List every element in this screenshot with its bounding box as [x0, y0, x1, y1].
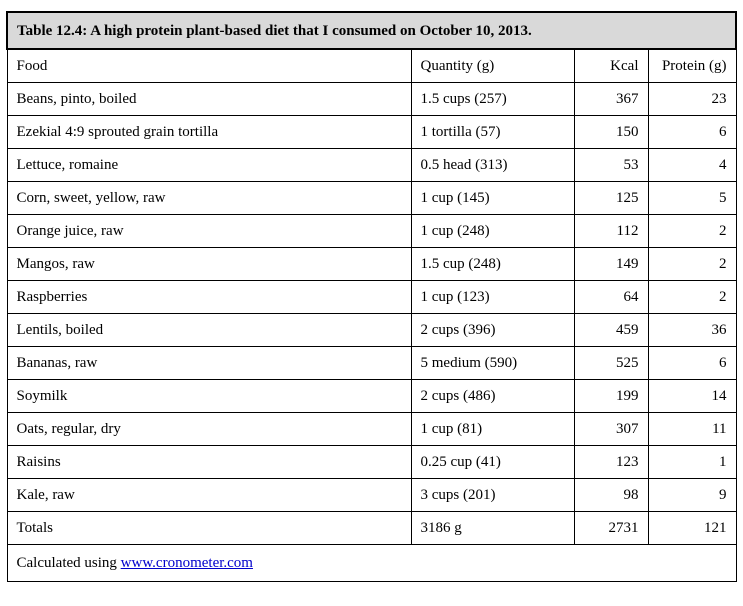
cell-quantity: 1 tortilla (57) [411, 115, 574, 148]
table-row [7, 412, 736, 445]
table-row [7, 82, 736, 115]
cell-kcal: 150 [574, 115, 648, 148]
cell-food: Corn, sweet, yellow, raw [7, 181, 411, 214]
header-kcal: Kcal [574, 49, 648, 82]
table-caption: Table 12.4: A high protein plant-based diet that I consumed on October 10, 2013. [7, 12, 736, 49]
footer-row [7, 544, 736, 581]
header-protein: Protein (g) [648, 49, 736, 82]
cell-kcal: 125 [574, 181, 648, 214]
cell-kcal: 123 [574, 445, 648, 478]
cell-food: Ezekial 4:9 sprouted grain tortilla [7, 115, 411, 148]
cell-quantity: 2 cups (486) [411, 379, 574, 412]
cell-quantity: 0.5 head (313) [411, 148, 574, 181]
cell-kcal: 149 [574, 247, 648, 280]
table-row [7, 280, 736, 313]
cell-food: Lentils, boiled [7, 313, 411, 346]
cell-protein: 2 [648, 247, 736, 280]
table-footnote [7, 544, 736, 581]
table-row [7, 445, 736, 478]
cell-quantity: 1 cup (145) [411, 181, 574, 214]
caption-row [7, 12, 736, 49]
table-body [7, 82, 736, 544]
table-row [7, 214, 736, 247]
cell-food: Beans, pinto, boiled [7, 82, 411, 115]
cell-protein: 14 [648, 379, 736, 412]
cell-protein: 2 [648, 214, 736, 247]
cell-quantity: 1 cup (123) [411, 280, 574, 313]
cell-kcal: 53 [574, 148, 648, 181]
cell-protein: 11 [648, 412, 736, 445]
table-row [7, 478, 736, 511]
cell-protein: 23 [648, 82, 736, 115]
table-row [7, 346, 736, 379]
cell-food: Mangos, raw [7, 247, 411, 280]
cronometer-link[interactable]: www.cronometer.com [120, 554, 253, 571]
cell-food: Kale, raw [7, 478, 411, 511]
cell-quantity: 0.25 cup (41) [411, 445, 574, 478]
cell-protein: 1 [648, 445, 736, 478]
cell-protein: 36 [648, 313, 736, 346]
diet-table [6, 11, 737, 582]
cell-protein: 4 [648, 148, 736, 181]
cell-quantity: 3 cups (201) [411, 478, 574, 511]
cell-food: Soymilk [7, 379, 411, 412]
table-row [7, 247, 736, 280]
cell-kcal: 307 [574, 412, 648, 445]
header-row [7, 49, 736, 82]
totals-quantity: 3186 g [411, 511, 574, 544]
cell-food: Oats, regular, dry [7, 412, 411, 445]
cell-kcal: 199 [574, 379, 648, 412]
cell-food: Bananas, raw [7, 346, 411, 379]
cell-food: Orange juice, raw [7, 214, 411, 247]
table-row [7, 115, 736, 148]
header-quantity: Quantity (g) [411, 49, 574, 82]
table-container [6, 11, 735, 582]
cell-quantity: 1 cup (248) [411, 214, 574, 247]
cell-protein: 2 [648, 280, 736, 313]
header-food: Food [7, 49, 411, 82]
totals-row [7, 511, 736, 544]
cell-food: Raspberries [7, 280, 411, 313]
cell-quantity: 1.5 cups (257) [411, 82, 574, 115]
table-row [7, 313, 736, 346]
cell-food: Lettuce, romaine [7, 148, 411, 181]
cell-kcal: 525 [574, 346, 648, 379]
cell-protein: 5 [648, 181, 736, 214]
table-row [7, 181, 736, 214]
cell-quantity: 1.5 cup (248) [411, 247, 574, 280]
cell-quantity: 1 cup (81) [411, 412, 574, 445]
table-row [7, 148, 736, 181]
footnote-prefix: Calculated using [16, 554, 121, 571]
cell-protein: 6 [648, 115, 736, 148]
cell-kcal: 459 [574, 313, 648, 346]
cell-quantity: 5 medium (590) [411, 346, 574, 379]
totals-kcal: 2731 [574, 511, 648, 544]
cell-protein: 6 [648, 346, 736, 379]
cell-kcal: 98 [574, 478, 648, 511]
cell-kcal: 64 [574, 280, 648, 313]
table-row [7, 379, 736, 412]
cell-food: Raisins [7, 445, 411, 478]
cell-protein: 9 [648, 478, 736, 511]
totals-label: Totals [7, 511, 411, 544]
cell-quantity: 2 cups (396) [411, 313, 574, 346]
totals-protein: 121 [648, 511, 736, 544]
cell-kcal: 112 [574, 214, 648, 247]
cell-kcal: 367 [574, 82, 648, 115]
